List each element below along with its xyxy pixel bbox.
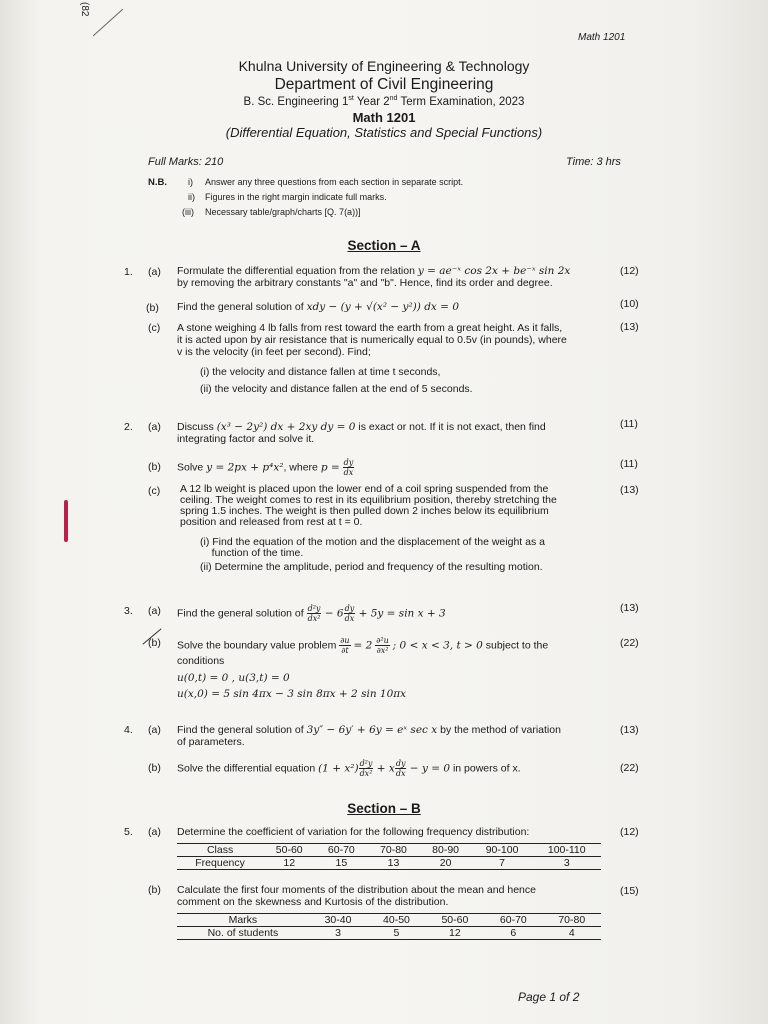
q3b-part: (b) bbox=[148, 637, 161, 649]
table-cell: 13 bbox=[387, 857, 400, 869]
q4b-text: Solve the differential equation (1 + x²) $\frac{\text{d²y}}{\text{dx²}}$ + x $\frac{dy}{dx}$ − y = 0 in powers of x. bbox=[177, 759, 521, 778]
q4-number: 4. bbox=[124, 724, 133, 736]
full-marks: Full Marks: 210 bbox=[148, 156, 224, 168]
q1c-marks: (13) bbox=[620, 321, 639, 333]
table-cell: Marks bbox=[228, 914, 258, 926]
q5a-text: Determine the coefficient of variation for the following frequency distribution: bbox=[177, 826, 530, 838]
table-cell: 30-40 bbox=[324, 914, 352, 926]
table-cell: 40-50 bbox=[383, 914, 410, 926]
q2c-text: A 12 lb weight is placed upon the lower end of a coil spring suspended from the ceiling. The weight comes to rest in its equilibrium position, thereby stretching the spring 1.5 inches. The weight is then pulled down 2 inches below its equilibrium position and released from rest at t = 0. bbox=[180, 483, 557, 528]
q1b-marks: (10) bbox=[620, 298, 639, 310]
q2a-text: Discuss (x³ − 2y²) dx + 2xy dy = 0 is exact or not. If it is not exact, then find integrating factor and solve it. bbox=[177, 421, 546, 445]
q5a-marks: (12) bbox=[620, 826, 639, 838]
table-row bbox=[177, 857, 601, 870]
table-cell: 50-60 bbox=[441, 914, 469, 926]
marks-table bbox=[177, 913, 601, 940]
exam-name: B. Sc. Engineering 1st Year 2nd Term Examination, 2023 bbox=[243, 95, 525, 108]
table-cell: 60-70 bbox=[327, 844, 355, 856]
table-cell: 60-70 bbox=[499, 914, 527, 926]
q5-number: 5. bbox=[124, 826, 133, 838]
nb-num-2: ii) bbox=[188, 192, 195, 202]
table-cell: 100-110 bbox=[547, 844, 586, 856]
course-code: Math 1201 bbox=[352, 110, 416, 125]
q1c-part: (c) bbox=[148, 322, 161, 334]
department-name: Department of Civil Engineering bbox=[274, 76, 494, 93]
q3b-bc-1: u(0,t) = 0 , u(3,t) = 0 bbox=[177, 672, 290, 684]
university-name: Khulna University of Engineering & Technology bbox=[238, 58, 530, 74]
q2c-sub-1: (i) Find the equation of the motion and the displacement of the weight as a function of the time. bbox=[200, 536, 545, 559]
q1a-text: Formulate the differential equation from the relation y = ae⁻ˣ cos 2x + be⁻ˣ sin 2x by removing the arbitrary constants "a" and "b". Hence, find its order and degree. bbox=[177, 265, 571, 289]
section-a-heading: Section – A bbox=[347, 238, 421, 253]
q3a-marks: (13) bbox=[620, 602, 639, 614]
q3-number: 3. bbox=[124, 605, 133, 617]
q4b-part: (b) bbox=[148, 762, 161, 774]
table-cell: 12 bbox=[449, 927, 461, 939]
q4a-text: Find the general solution of 3y″ − 6y′ + 6y = eˣ sec x by the method of variation of parameters. bbox=[177, 724, 561, 748]
q2c-part: (c) bbox=[148, 485, 161, 497]
q1c-sub-2: (ii) the velocity and distance fallen at the end of 5 seconds. bbox=[200, 383, 473, 395]
q2c-marks: (13) bbox=[620, 484, 639, 496]
time: Time: 3 hrs bbox=[566, 156, 621, 168]
q3b-text: Solve the boundary value problem $\frac{\partial u}{\partial t}$ = 2 $\frac{\text{∂²u}}{\text{∂x²}}$ ; 0 < x < 3, t > 0 subject to the bbox=[177, 636, 549, 655]
course-code-top: Math 1201 bbox=[578, 32, 626, 43]
table-cell: 3 bbox=[563, 857, 570, 869]
table-cell: 15 bbox=[335, 857, 348, 869]
page-number: Page 1 of 2 bbox=[518, 990, 580, 1004]
q3b-marks: (22) bbox=[620, 637, 639, 649]
q3a-part: (a) bbox=[148, 605, 161, 617]
q4a-part: (a) bbox=[148, 724, 161, 736]
table-cell: 90-100 bbox=[485, 844, 519, 856]
section-b-heading: Section – B bbox=[347, 801, 421, 816]
q2b-marks: (11) bbox=[620, 458, 638, 470]
q5b-marks: (15) bbox=[620, 885, 639, 897]
q2b-part: (b) bbox=[148, 461, 161, 473]
nb-num-3: (iii) bbox=[182, 207, 194, 217]
table-cell: 3 bbox=[335, 927, 341, 939]
red-ink-mark bbox=[64, 500, 68, 542]
table-row bbox=[177, 927, 601, 940]
q5b-part: (b) bbox=[148, 884, 161, 896]
table-cell: 50-60 bbox=[275, 844, 303, 856]
q5b-text: Calculate the first four moments of the distribution about the mean and hence comment on the skewness and Kurtosis of the distribution. bbox=[177, 884, 536, 908]
q4b-marks: (22) bbox=[620, 762, 639, 774]
q5a-part: (a) bbox=[148, 826, 161, 838]
table-cell: 7 bbox=[499, 857, 505, 869]
table-cell: 4 bbox=[568, 927, 575, 939]
q2-number: 2. bbox=[124, 421, 133, 433]
nb-text-3: Necessary table/graph/charts [Q. 7(a))] bbox=[205, 207, 361, 217]
q2b-text: Solve y = 2px + p⁴x², where p = $\frac{dy}{dx}$ bbox=[177, 458, 354, 477]
corner-fragment: (82 bbox=[79, 2, 90, 17]
q3b-conditions: conditions bbox=[177, 655, 225, 667]
q2a-marks: (11) bbox=[620, 418, 638, 430]
q1-number: 1. bbox=[124, 266, 133, 278]
course-title: (Differential Equation, Statistics and Special Functions) bbox=[225, 125, 543, 140]
nb-label: N.B. bbox=[148, 177, 167, 188]
q1a-marks: (12) bbox=[620, 265, 639, 277]
q3a-text: Find the general solution of $\frac{\text{d²y}}{\text{dx²}}$ − 6 $\frac{dy}{dx}$ + 5y = sin x + 3 bbox=[177, 604, 446, 623]
q1c-sub-1: (i) the velocity and distance fallen at time t seconds, bbox=[200, 366, 441, 378]
table-cell: 70-80 bbox=[380, 844, 407, 856]
table-cell: 5 bbox=[393, 927, 400, 939]
table-cell: 20 bbox=[439, 857, 452, 869]
table-cell: Class bbox=[206, 844, 234, 856]
table-cell: Frequency bbox=[195, 857, 245, 869]
table-row bbox=[177, 914, 601, 927]
nb-num-1: i) bbox=[188, 177, 193, 187]
q2c-sub-2: (ii) Determine the amplitude, period and frequency of the resulting motion. bbox=[200, 561, 543, 573]
q1c-text: A stone weighing 4 lb falls from rest toward the earth from a great height. As it falls, it is acted upon by air resistance that is numerically equal to 0.5v (in pounds), where v is the velocity (in feet per second). Find; bbox=[177, 322, 567, 358]
table-cell: No. of students bbox=[207, 927, 279, 939]
table-cell: 80-90 bbox=[432, 844, 459, 856]
table-cell: 70-80 bbox=[558, 914, 586, 926]
table-row bbox=[177, 844, 601, 857]
q1b-text: Find the general solution of xdy − (y + √(x² − y²)) dx = 0 bbox=[177, 301, 460, 313]
frequency-table bbox=[177, 843, 601, 870]
q1b-part: (b) bbox=[146, 302, 159, 314]
table-cell: 12 bbox=[283, 857, 296, 869]
nb-text-2: Figures in the right margin indicate full marks. bbox=[205, 192, 387, 202]
table-cell: 6 bbox=[510, 927, 517, 939]
q1a-part: (a) bbox=[148, 266, 161, 278]
q4a-marks: (13) bbox=[620, 724, 639, 736]
q2a-part: (a) bbox=[148, 421, 161, 433]
nb-text-1: Answer any three questions from each section in separate script. bbox=[205, 177, 464, 187]
q3b-bc-2: u(x,0) = 5 sin 4πx − 3 sin 8πx + 2 sin 10πx bbox=[177, 688, 407, 700]
